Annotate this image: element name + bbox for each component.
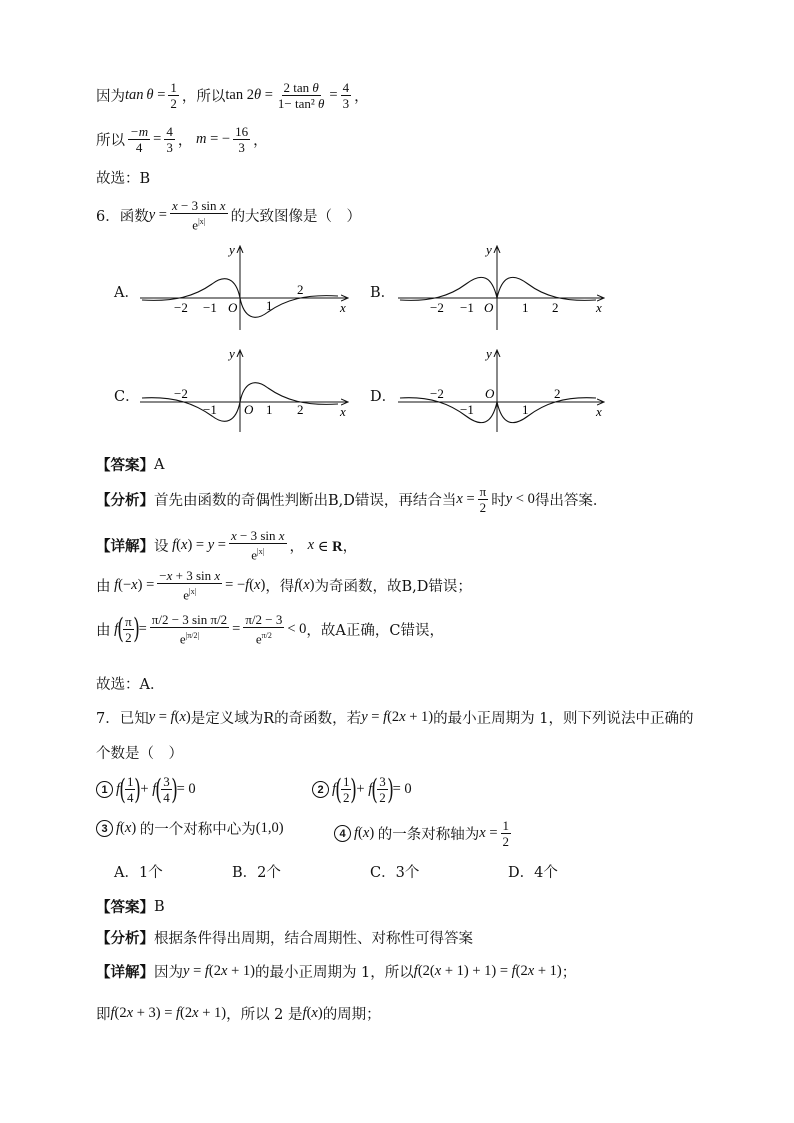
choice-b: B．2个 (232, 865, 281, 881)
text: 的一条对称轴为 (377, 827, 480, 843)
function-fraction: $\frac{\text{x − 3 sin x}}{e^{|x|}}$ (230, 528, 285, 563)
tick-2: 2 (554, 386, 561, 401)
answer-value: B (154, 898, 165, 915)
choice-d: D．4个 (508, 865, 558, 881)
x-axis-label: x (340, 300, 346, 315)
x-axis-label: x (596, 300, 602, 315)
graph-label-c: C． (114, 389, 140, 405)
tick-2: 2 (552, 300, 559, 315)
fraction-4-3: $\frac{4}{3}$ (342, 80, 350, 111)
text: 的最小正周期为 1，所以 (254, 965, 414, 981)
graph-d (398, 346, 604, 432)
option-1: 1 f ( $\frac{1}{4}$ ) + f ( $\frac{3}{4}$ ) = 0 (96, 774, 196, 805)
y-axis-label: y (229, 346, 235, 361)
text: 设 (154, 538, 169, 555)
fraction-f-pi-2: $\frac{\text{π/2 − 3 sin π/2}}{e^{|\pi/2|}}$ (151, 612, 228, 647)
question-number: 6．函数 (96, 208, 149, 225)
text: 即 (96, 1007, 111, 1023)
question-6: 6．函数 y = $\frac{\text{x − 3 sin x}}{e^{|x|}}$ 的大致图像是（ ） (96, 198, 362, 233)
text: 为奇函数，故B,D错误； (314, 578, 472, 595)
text: 所以 (96, 133, 125, 149)
detail-tag: 【详解】 (96, 964, 154, 981)
text: ； (561, 965, 577, 981)
text: ， (177, 133, 193, 149)
detail-6-line2: 由 f (−x) = $\frac{\text{−x + 3 sin x}}{e^{|x|}}$ = −f(x) ，得 f (x) 为奇函数，故B,D错误； (96, 568, 472, 603)
text: 由 (96, 578, 111, 595)
origin: O (484, 300, 494, 315)
tick-1: 1 (522, 402, 529, 417)
graph-b (398, 242, 604, 330)
graph-label-d: D． (370, 389, 397, 405)
x-axis-label: x (340, 404, 346, 419)
tick-1: 1 (266, 298, 273, 313)
tick-neg2: −2 (430, 300, 444, 315)
analysis-7 (96, 927, 473, 948)
tick-1: 1 (266, 402, 273, 417)
text: 首先由函数的奇偶性判断出B,D错误，再结合当 (154, 493, 457, 509)
analysis-6: 【分析】 首先由函数的奇偶性判断出B,D错误，再结合当 x = $\frac{\pi}{2}$ 时 y < 0 得出答案． (96, 484, 608, 515)
circled-number: 3 (96, 820, 113, 837)
text: 根据条件得出周期，结合周期性、对称性可得答案 (154, 931, 473, 947)
question-7-line2: 个数是（ ） (96, 746, 183, 762)
option-3: 3 f (x) 的一个对称中心为 (1,0) (96, 818, 284, 839)
tick-neg2: −2 (174, 300, 188, 315)
graph-label-a: A． (114, 285, 139, 301)
question-7: 7．已知 y = f(x) 是定义域为R的奇函数，若 y = f(2x + 1) 的最小正周期为 1，则下列说法中正确的 (96, 709, 694, 727)
detail-7: 【详解】 因为 y = f(2x + 1) 的最小正周期为 1，所以 f (2(x + 1) + 1) = f(2x + 1) ； (96, 963, 577, 981)
text: 时 (491, 493, 506, 509)
origin: O (244, 402, 254, 417)
text: ，得 (265, 578, 295, 595)
origin: O (485, 386, 495, 401)
answer-tag: 【答案】 (96, 899, 154, 916)
function-fraction: $\frac{\text{x − 3 sin x}}{e^{|x|}}$ (171, 198, 226, 233)
question-number: 7．已知 (96, 711, 149, 727)
y-axis-label: y (229, 242, 235, 257)
select-6: 故选：A． (96, 677, 165, 693)
graphs-canvas (0, 0, 794, 460)
text: ， (253, 133, 268, 149)
text: ， (354, 89, 369, 105)
fraction-1-2: $\frac{1}{2}$ (170, 80, 177, 111)
detail-7-line2: 即 f (2x + 3) = f(2x + 1) ，所以 2 是 f (x) 的周期； (96, 1005, 381, 1023)
tick-neg1: −1 (203, 300, 217, 315)
text: ，故A正确，C错误， (306, 622, 444, 639)
answer-value: A (154, 456, 165, 473)
text: 的最小正周期为 1，则下列说法中正确的 (433, 711, 694, 727)
solution-line-m: 所以 $\frac{-m}{4}$ = $\frac{4}{3}$ ， m = − $\frac{16}{3}$ ， (96, 124, 268, 155)
text: 是定义域为R的奇函数，若 (190, 711, 362, 727)
fraction-neg-m-4: $\frac{-m}{4}$ (130, 124, 149, 155)
tick-2: 2 (297, 282, 304, 297)
analysis-tag: 【分析】 (96, 930, 154, 947)
fraction-neg-x: $\frac{\text{−x + 3 sin x}}{e^{|x|}}$ (159, 568, 221, 603)
fraction-value: $\frac{\pi/2 - 3}{e^{\pi/2}}$ (245, 612, 283, 647)
tick-neg1: −1 (460, 402, 474, 417)
answer-tag: 【答案】 (96, 457, 154, 474)
answer-7 (96, 896, 165, 917)
circled-number: 1 (96, 781, 113, 798)
y-axis-label: y (486, 242, 492, 257)
analysis-tag: 【分析】 (96, 492, 154, 509)
graph-a (140, 242, 348, 330)
graph-label-b: B． (370, 285, 396, 301)
text: 得出答案． (534, 493, 608, 509)
fraction-16-3: $\frac{16}{3}$ (235, 124, 249, 155)
text: ，所以 (181, 89, 226, 105)
x-axis-label: x (596, 404, 602, 419)
tick-2: 2 (297, 402, 304, 417)
detail-6-line3: 由 f ( $\frac{\pi}{2}$ ) = $\frac{\text{π/2 − 3 sin π/2}}{e^{|\pi/2|}}$ = $\frac{\pi/2 - 3}{e^{\pi/2}}$ < 0 ，故A正确，C错误， (96, 612, 444, 647)
tick-neg2: −2 (430, 386, 444, 401)
solution-line-tan: 因为 tan θ = $\frac{1}{2}$ ，所以 tan 2θ = $\frac{\text{2 tan θ}}{\text{1− tan² θ}}$ = $\frac{4}{3}$ ， (96, 80, 369, 111)
origin: O (228, 300, 238, 315)
text: 的大致图像是（ ） (230, 208, 362, 225)
option-4: 4 f (x) 的一条对称轴为 x = $\frac{1}{2}$ (334, 818, 514, 849)
text: 因为 (154, 965, 183, 981)
text: 因为 (96, 89, 125, 105)
tick-neg1: −1 (203, 402, 217, 417)
text: ，所以 2 是 (226, 1007, 303, 1023)
math-tan-theta: tan θ (125, 87, 154, 103)
answer-6 (96, 454, 164, 475)
choice-a: A．1个 (114, 865, 163, 881)
detail-tag: 【详解】 (96, 537, 154, 555)
math-tan-2theta: tan 2θ = (225, 87, 273, 103)
fraction-double-angle: $\frac{\text{2 tan θ}}{\text{1− tan² θ}}$ (277, 80, 325, 111)
graph-c (140, 346, 348, 432)
choice-c: C．3个 (370, 865, 420, 881)
fraction-pi-2: $\frac{\pi}{2}$ (479, 484, 487, 515)
detail-6: 【详解】 设 f (x) = y = $\frac{\text{x − 3 sin x}}{e^{|x|}}$ ， x ∈ R， (96, 528, 358, 563)
text: 的一个对称中心为 (139, 822, 256, 838)
select-line: 故选：B (96, 171, 151, 187)
y-axis-label: y (486, 346, 492, 361)
tick-neg2: −2 (174, 386, 188, 401)
fraction-4-3: $\frac{4}{3}$ (166, 124, 173, 155)
text: 的周期； (322, 1007, 381, 1023)
circled-number: 2 (312, 781, 329, 798)
text: 由 (96, 622, 111, 639)
option-2: 2 f ( $\frac{1}{2}$ ) + f ( $\frac{3}{2}$ ) = 0 (312, 774, 412, 805)
circled-number: 4 (334, 825, 351, 842)
tick-neg1: −1 (460, 300, 474, 315)
text: ， (289, 538, 305, 555)
tick-1: 1 (522, 300, 529, 315)
